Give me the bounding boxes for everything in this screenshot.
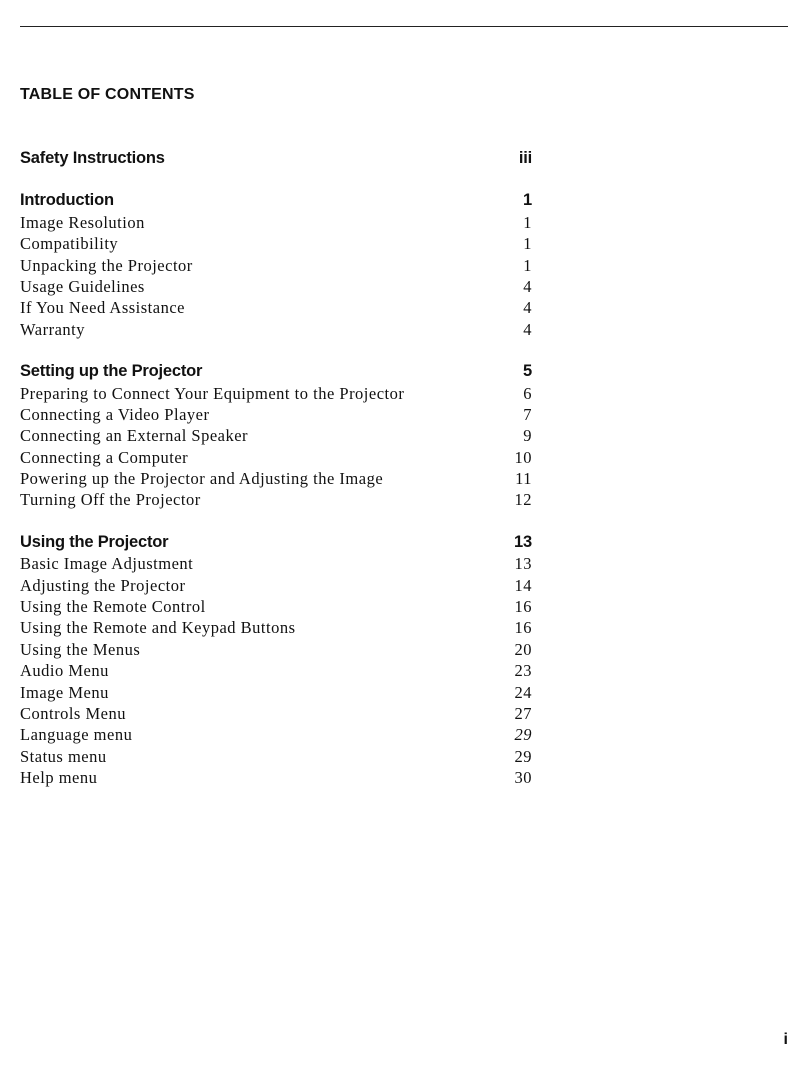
toc-section (20, 148, 532, 169)
toc-heading-page: 1 (523, 191, 532, 210)
toc-entry-page: 4 (523, 298, 532, 318)
toc-entry-label: Help menu (20, 768, 98, 788)
toc-entry-label: Audio Menu (20, 661, 109, 681)
toc-entry-label: If You Need Assistance (20, 298, 185, 318)
toc-heading-label: Introduction (20, 191, 114, 210)
toc-entry-page: 27 (514, 703, 532, 723)
toc-entry[interactable] (20, 255, 532, 276)
toc-entry-label: Preparing to Connect Your Equipment to the Projector (20, 383, 405, 403)
toc-entry-page: 1 (523, 255, 532, 275)
toc-entry-label: Usage Guidelines (20, 276, 145, 296)
toc-entry-label: Warranty (20, 319, 85, 339)
toc-entry[interactable] (20, 660, 532, 681)
toc-entry[interactable] (20, 703, 532, 724)
toc-entry-label: Controls Menu (20, 703, 126, 723)
toc-entry-page: 14 (514, 575, 532, 595)
toc-entry-label: Connecting a Video Player (20, 404, 210, 424)
toc-entry-label: Status menu (20, 746, 107, 766)
toc-entry-page: 1 (523, 212, 532, 232)
toc-entry-label: Compatibility (20, 234, 119, 254)
toc-entry-label: Using the Remote Control (20, 597, 206, 617)
toc-entry-page: 7 (523, 404, 532, 424)
toc-entry-page: 29 (514, 725, 532, 745)
toc-entry-label: Image Resolution (20, 212, 145, 232)
toc-entry[interactable] (20, 468, 532, 489)
top-rule (20, 26, 788, 27)
toc-entry-label: Unpacking the Projector (20, 255, 193, 275)
toc-entry[interactable] (20, 233, 532, 254)
toc-entry[interactable] (20, 767, 532, 788)
toc-heading-label: Using the Projector (20, 532, 169, 551)
toc-entry-label: Language menu (20, 725, 133, 745)
toc-entry-label: Connecting an External Speaker (20, 426, 249, 446)
toc-entry[interactable] (20, 553, 532, 574)
toc-entry-page: 4 (523, 319, 532, 339)
toc-entry-label: Using the Menus (20, 639, 141, 659)
toc-entry-page: 16 (514, 597, 532, 617)
toc-entry-page: 11 (515, 469, 532, 489)
toc-entry[interactable] (20, 447, 532, 468)
toc-entry-page: 6 (523, 383, 532, 403)
toc-entry-page: 20 (514, 639, 532, 659)
toc-entry[interactable] (20, 746, 532, 767)
toc-entry-label: Powering up the Projector and Adjusting the Image (20, 469, 384, 489)
toc-heading-page: 13 (514, 532, 532, 551)
toc-entry-label: Turning Off the Projector (20, 490, 201, 510)
toc-entry[interactable] (20, 596, 532, 617)
toc-entry-page: 30 (514, 768, 532, 788)
toc-entry[interactable] (20, 404, 532, 425)
toc-entry[interactable] (20, 297, 532, 318)
table-of-contents (20, 148, 532, 789)
toc-entry[interactable] (20, 212, 532, 233)
toc-heading-page: iii (518, 149, 532, 167)
toc-heading-label: Safety Instructions (20, 149, 165, 167)
toc-entry-label: Adjusting the Projector (20, 575, 186, 595)
toc-entry-page: 29 (514, 746, 532, 766)
toc-heading-page: 5 (523, 362, 532, 381)
toc-entry[interactable] (20, 575, 532, 596)
toc-entry-page: 23 (514, 661, 532, 681)
toc-entry-page: 1 (523, 234, 532, 254)
toc-entry[interactable] (20, 276, 532, 297)
toc-entry-page: 10 (514, 447, 532, 467)
toc-entry[interactable] (20, 639, 532, 660)
toc-heading-label: Setting up the Projector (20, 362, 203, 381)
toc-section (20, 532, 532, 789)
toc-entry[interactable] (20, 617, 532, 638)
toc-entry[interactable] (20, 489, 532, 510)
toc-section-heading[interactable] (20, 148, 532, 169)
toc-entry[interactable] (20, 383, 532, 404)
toc-entry[interactable] (20, 724, 532, 745)
toc-entry-page: 24 (514, 682, 532, 702)
toc-entry-page: 9 (523, 426, 532, 446)
toc-section (20, 361, 532, 511)
toc-entry-page: 16 (514, 618, 532, 638)
toc-section (20, 190, 532, 340)
toc-entry-page: 12 (514, 490, 532, 510)
toc-entry[interactable] (20, 319, 532, 340)
toc-section-heading[interactable] (20, 190, 532, 211)
toc-entry-page: 13 (514, 554, 532, 574)
toc-entry-label: Connecting a Computer (20, 447, 189, 467)
toc-entry[interactable] (20, 425, 532, 446)
toc-section-heading[interactable] (20, 361, 532, 382)
toc-entry[interactable] (20, 682, 532, 703)
toc-entry-label: Image Menu (20, 682, 109, 702)
page-title: TABLE OF CONTENTS (20, 86, 195, 103)
toc-entry-label: Basic Image Adjustment (20, 554, 194, 574)
toc-entry-page: 4 (523, 276, 532, 296)
toc-section-heading[interactable] (20, 532, 532, 553)
page-number: i (783, 1031, 788, 1048)
toc-entry-label: Using the Remote and Keypad Buttons (20, 618, 296, 638)
